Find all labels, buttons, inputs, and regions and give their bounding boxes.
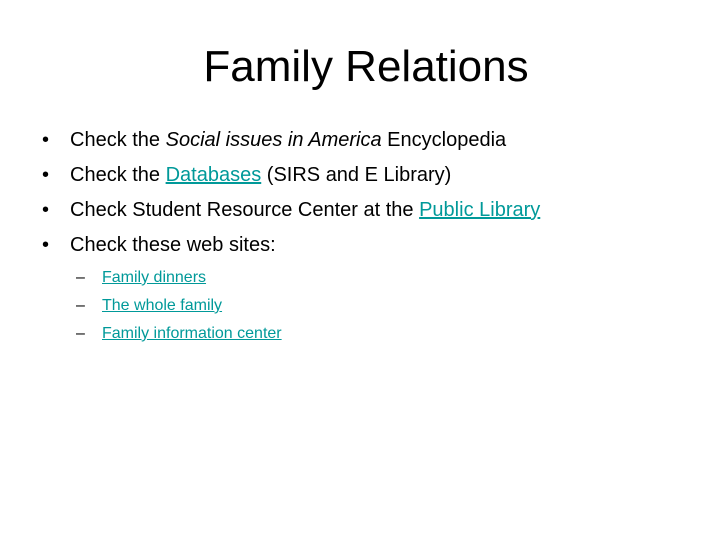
sub-marker: – <box>76 325 85 342</box>
bullet-text-prefix: Check these web sites: <box>70 234 276 256</box>
bullet-marker: • <box>42 234 50 256</box>
bullet-text-prefix: Check the <box>70 164 166 186</box>
sub-item-family-information-center <box>42 324 702 352</box>
family-information-center-link[interactable]: Family information center <box>102 325 282 342</box>
bullet-marker: • <box>42 199 50 221</box>
bullet-item-public-library <box>42 198 702 233</box>
bullet-item-databases <box>42 163 702 198</box>
sub-item-whole-family <box>42 296 702 324</box>
slide-title: Family Relations <box>203 42 529 91</box>
sub-item-family-dinners <box>42 268 702 296</box>
bullet-item-encyclopedia <box>42 128 702 163</box>
whole-family-link[interactable]: The whole family <box>102 297 223 314</box>
bullet-marker: • <box>42 129 50 151</box>
public-library-link[interactable]: Public Library <box>419 199 541 221</box>
encyclopedia-title: Social issues in America <box>165 129 382 151</box>
sub-marker: – <box>76 297 85 314</box>
family-dinners-link[interactable]: Family dinners <box>102 269 207 286</box>
bullet-list <box>42 128 702 268</box>
bullet-text-suffix: Encyclopedia <box>381 129 507 151</box>
bullet-text-prefix: Check the <box>70 129 166 151</box>
databases-link[interactable]: Databases <box>165 164 262 186</box>
bullet-item-web-sites <box>42 233 702 268</box>
sub-marker: – <box>76 269 85 286</box>
sub-link-list <box>42 268 702 352</box>
bullet-text-prefix: Check Student Resource Center at the <box>70 199 420 221</box>
bullet-text-suffix: (SIRS and E Library) <box>261 164 452 186</box>
bullet-marker: • <box>42 164 50 186</box>
